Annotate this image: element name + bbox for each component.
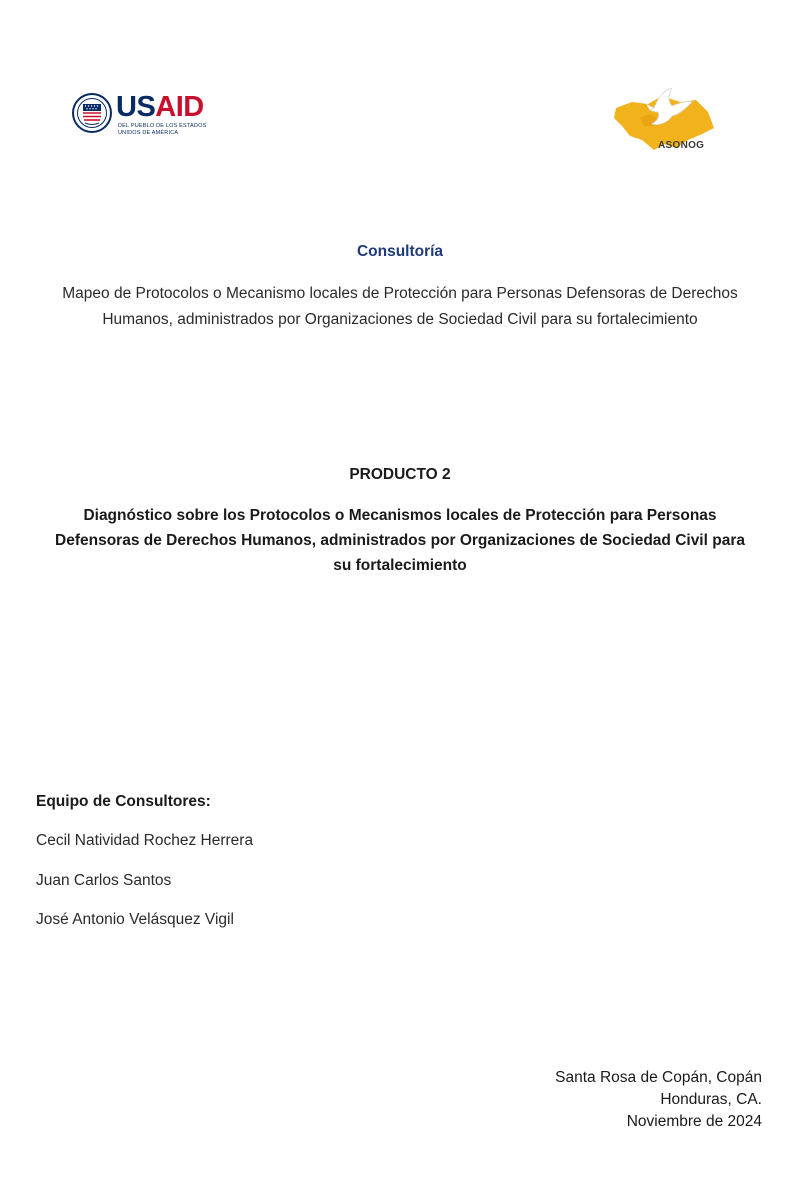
producto-title-line: Diagnóstico sobre los Protocolos o Mecanismos locales de Protección para Personas [83, 507, 717, 524]
footer-location-date [555, 1067, 762, 1133]
team-member: José Antonio Velásquez Vigil [36, 911, 234, 928]
asonog-wordmark: ASONOG [658, 140, 705, 151]
usaid-wordmark [116, 92, 204, 122]
consultoria-title-line: Humanos, administrados por Organizaciones de Sociedad Civil para su fortalecimiento [102, 311, 698, 328]
team-member: Cecil Natividad Rochez Herrera [36, 832, 254, 849]
footer-date: Noviembre de 2024 [626, 1113, 762, 1130]
producto-title-line: su fortalecimiento [333, 557, 467, 574]
consultoria-title-line: Mapeo de Protocolos o Mecanismo locales de Protección para Personas Defensoras de Derechos [62, 285, 738, 302]
producto-title [30, 503, 770, 578]
producto-title-line: Defensoras de Derechos Humanos, administrados por Organizaciones de Sociedad Civil para [55, 532, 745, 549]
footer-city: Santa Rosa de Copán, Copán [555, 1069, 762, 1086]
asonog-logo [610, 82, 720, 162]
consultoria-title [40, 281, 760, 333]
usaid-seal-icon [72, 93, 112, 133]
usaid-tagline: DEL PUEBLO DE LOS ESTADOS UNIDOS DE AMÉRICA [118, 123, 207, 136]
footer-country: Honduras, CA. [660, 1091, 762, 1108]
producto-heading: PRODUCTO 2 [349, 466, 451, 483]
team-heading: Equipo de Consultores: [36, 793, 211, 810]
team-member: Juan Carlos Santos [36, 872, 172, 889]
consultoria-heading: Consultoría [356, 243, 444, 260]
usaid-wordmark-aid: AID [155, 91, 204, 123]
usaid-logo [72, 92, 212, 140]
usaid-wordmark-us: US [116, 91, 156, 123]
